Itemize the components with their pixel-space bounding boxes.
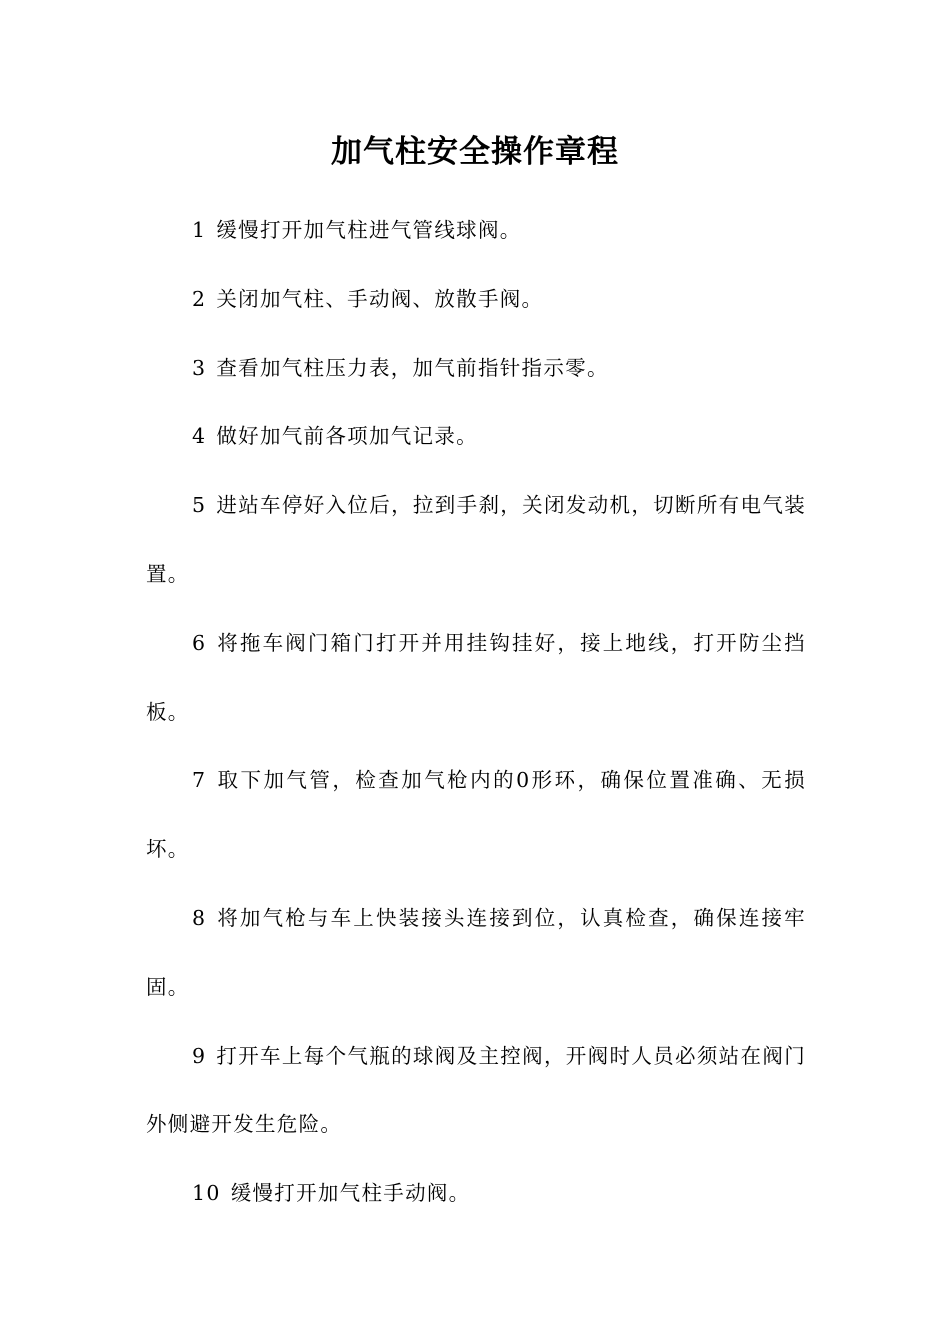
item-text: 将加气枪与车上快装接头连接到位，认真检查，确保连接牢固。 bbox=[146, 905, 806, 999]
document-title: 加气柱安全操作章程 bbox=[331, 134, 619, 170]
item-text: 将拖车阀门箱门打开并用挂钩挂好，接上地线，打开防尘挡板。 bbox=[146, 630, 806, 724]
procedure-item bbox=[146, 609, 806, 747]
item-number: 1 bbox=[192, 218, 207, 242]
item-number: 6 bbox=[192, 630, 207, 655]
procedure-item bbox=[146, 402, 806, 471]
item-text: 查看加气柱压力表，加气前指针指示零。 bbox=[216, 355, 609, 380]
procedure-item bbox=[146, 1159, 806, 1228]
item-number: 9 bbox=[192, 1043, 207, 1068]
item-text: 做好加气前各项加气记录。 bbox=[216, 424, 478, 449]
procedure-item bbox=[146, 746, 806, 884]
procedure-item bbox=[146, 265, 806, 334]
procedure-list bbox=[146, 196, 806, 1228]
item-number: 10 bbox=[192, 1181, 221, 1206]
procedure-item bbox=[146, 884, 806, 1022]
item-text: 进站车停好入位后，拉到手刹，关闭发动机，切断所有电气装置。 bbox=[146, 493, 806, 586]
procedure-item bbox=[146, 1022, 806, 1160]
item-number: 4 bbox=[192, 424, 207, 449]
procedure-item bbox=[146, 471, 806, 609]
item-number: 5 bbox=[192, 493, 207, 518]
item-text: 取下加气管，检查加气枪内的0形环，确保位置准确、无损坏。 bbox=[146, 768, 806, 862]
item-number: 7 bbox=[192, 768, 207, 793]
item-text: 关闭加气柱、手动阀、放散手阀。 bbox=[216, 286, 544, 311]
procedure-item bbox=[146, 196, 806, 265]
item-number: 2 bbox=[192, 286, 207, 311]
item-number: 8 bbox=[192, 905, 207, 930]
item-text: 打开车上每个气瓶的球阀及主控阀，开阀时人员必须站在阀门外侧避开发生危险。 bbox=[146, 1043, 806, 1137]
item-number: 3 bbox=[192, 355, 207, 380]
item-text: 缓慢打开加气柱进气管线球阀。 bbox=[216, 218, 522, 242]
item-text: 缓慢打开加气柱手动阀。 bbox=[230, 1181, 471, 1206]
procedure-item bbox=[146, 334, 806, 403]
